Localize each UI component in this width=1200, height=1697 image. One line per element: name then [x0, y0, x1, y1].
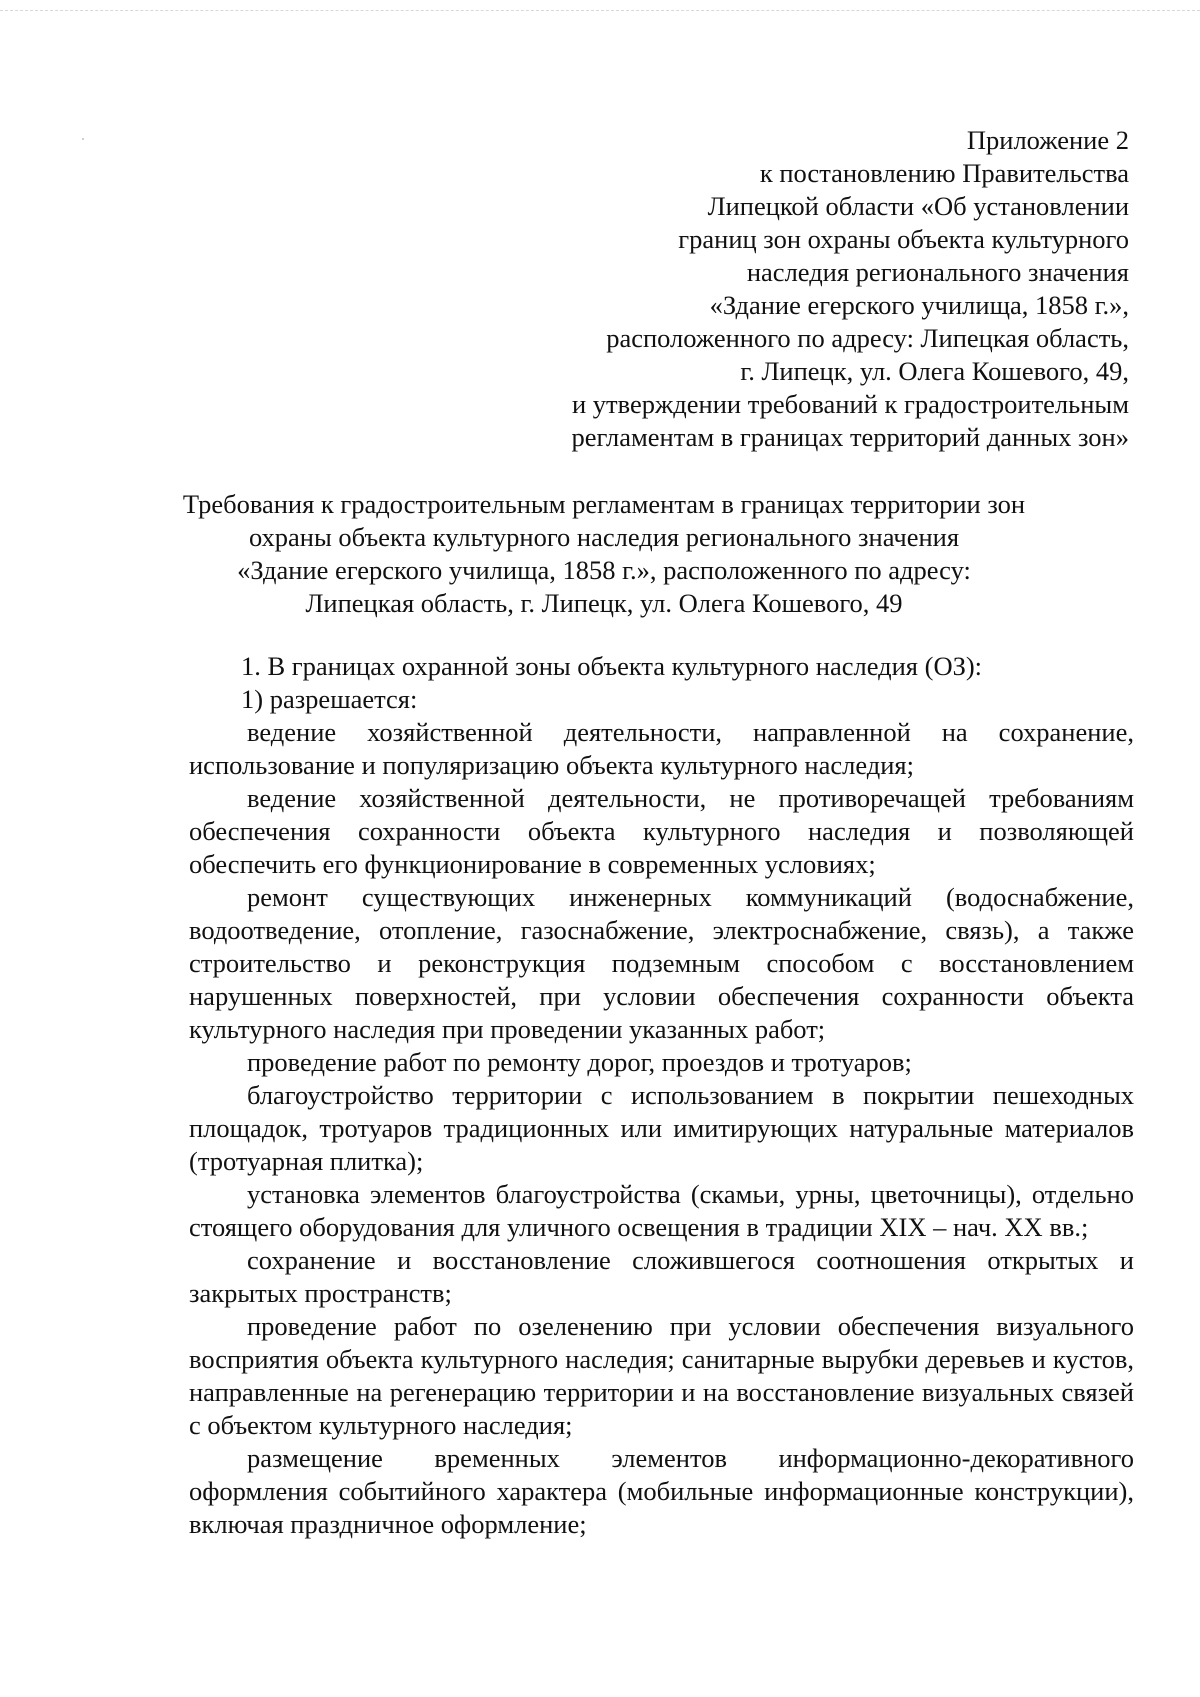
scan-top-edge	[0, 10, 1200, 11]
annex-block	[571, 124, 1129, 454]
subsection-heading: 1) разрешается:	[241, 684, 418, 714]
annex-line: Приложение 2	[966, 125, 1129, 155]
annex-line: и утверждении требований к градостроительным	[571, 389, 1129, 419]
document-title	[120, 488, 1088, 620]
paragraph: установка элементов благоустройства (скамьи, урны, цветочницы), отдельно стоящего оборудования для уличного освещения в традиции XIX – нач. XX вв.;	[189, 1179, 1134, 1242]
title-line: Требования к градостроительным регламентам в границах территории зон	[182, 489, 1026, 519]
paragraph: благоустройство территории с использованием в покрытии пешеходных площадок, тротуаров традиционных или имитирующих натуральные материалов (тротуарная плитка);	[189, 1080, 1134, 1176]
annex-line: границ зон охраны объекта культурного	[678, 224, 1129, 254]
paragraph: сохранение и восстановление сложившегося соотношения открытых и закрытых пространств;	[189, 1245, 1134, 1308]
annex-line: «Здание егерского училища, 1858 г.»,	[709, 290, 1129, 320]
paragraph: размещение временных элементов информационно-декоративного оформления событийного характера (мобильные информационные конструкции), включая праздничное оформление;	[189, 1443, 1134, 1539]
document-body	[189, 650, 1134, 1541]
annex-line: к постановлению Правительства	[759, 158, 1129, 188]
paragraph: проведение работ по озеленению при условии обеспечения визуального восприятия объекта культурного наследия; санитарные вырубки деревьев и кустов, направленные на регенерацию территории и на восстановление визуальных связей с объектом культурного наследия;	[189, 1311, 1134, 1440]
section-heading: 1. В границах охранной зоны объекта культурного наследия (ОЗ):	[241, 651, 983, 681]
title-line: охраны объекта культурного наследия регионального значения	[248, 522, 960, 552]
scan-speck	[82, 138, 84, 140]
annex-line: расположенного по адресу: Липецкая область,	[606, 323, 1129, 353]
annex-line: Липецкой области «Об установлении	[707, 191, 1129, 221]
annex-line: регламентам в границах территорий данных зон»	[571, 422, 1129, 452]
annex-line: наследия регионального значения	[746, 257, 1129, 287]
paragraph: ремонт существующих инженерных коммуникаций (водоснабжение, водоотведение, отопление, газоснабжение, электроснабжение, связь), а также строительство и реконструкция подземным способом с восстановлением нарушенных поверхностей, при условии обеспечения сохранности объекта культурного наследия при проведении указанных работ;	[189, 882, 1134, 1044]
paragraph: ведение хозяйственной деятельности, направленной на сохранение, использование и популяризацию объекта культурного наследия;	[189, 717, 1134, 780]
title-line: «Здание егерского училища, 1858 г.», расположенного по адресу:	[237, 555, 971, 585]
annex-line: г. Липецк, ул. Олега Кошевого, 49,	[740, 356, 1129, 386]
title-line: Липецкая область, г. Липецк, ул. Олега Кошевого, 49	[305, 588, 903, 618]
paragraph: ведение хозяйственной деятельности, не противоречащей требованиям обеспечения сохранности объекта культурного наследия и позволяющей обеспечить его функционирование в современных условиях;	[189, 783, 1134, 879]
paragraph: проведение работ по ремонту дорог, проездов и тротуаров;	[247, 1047, 912, 1077]
